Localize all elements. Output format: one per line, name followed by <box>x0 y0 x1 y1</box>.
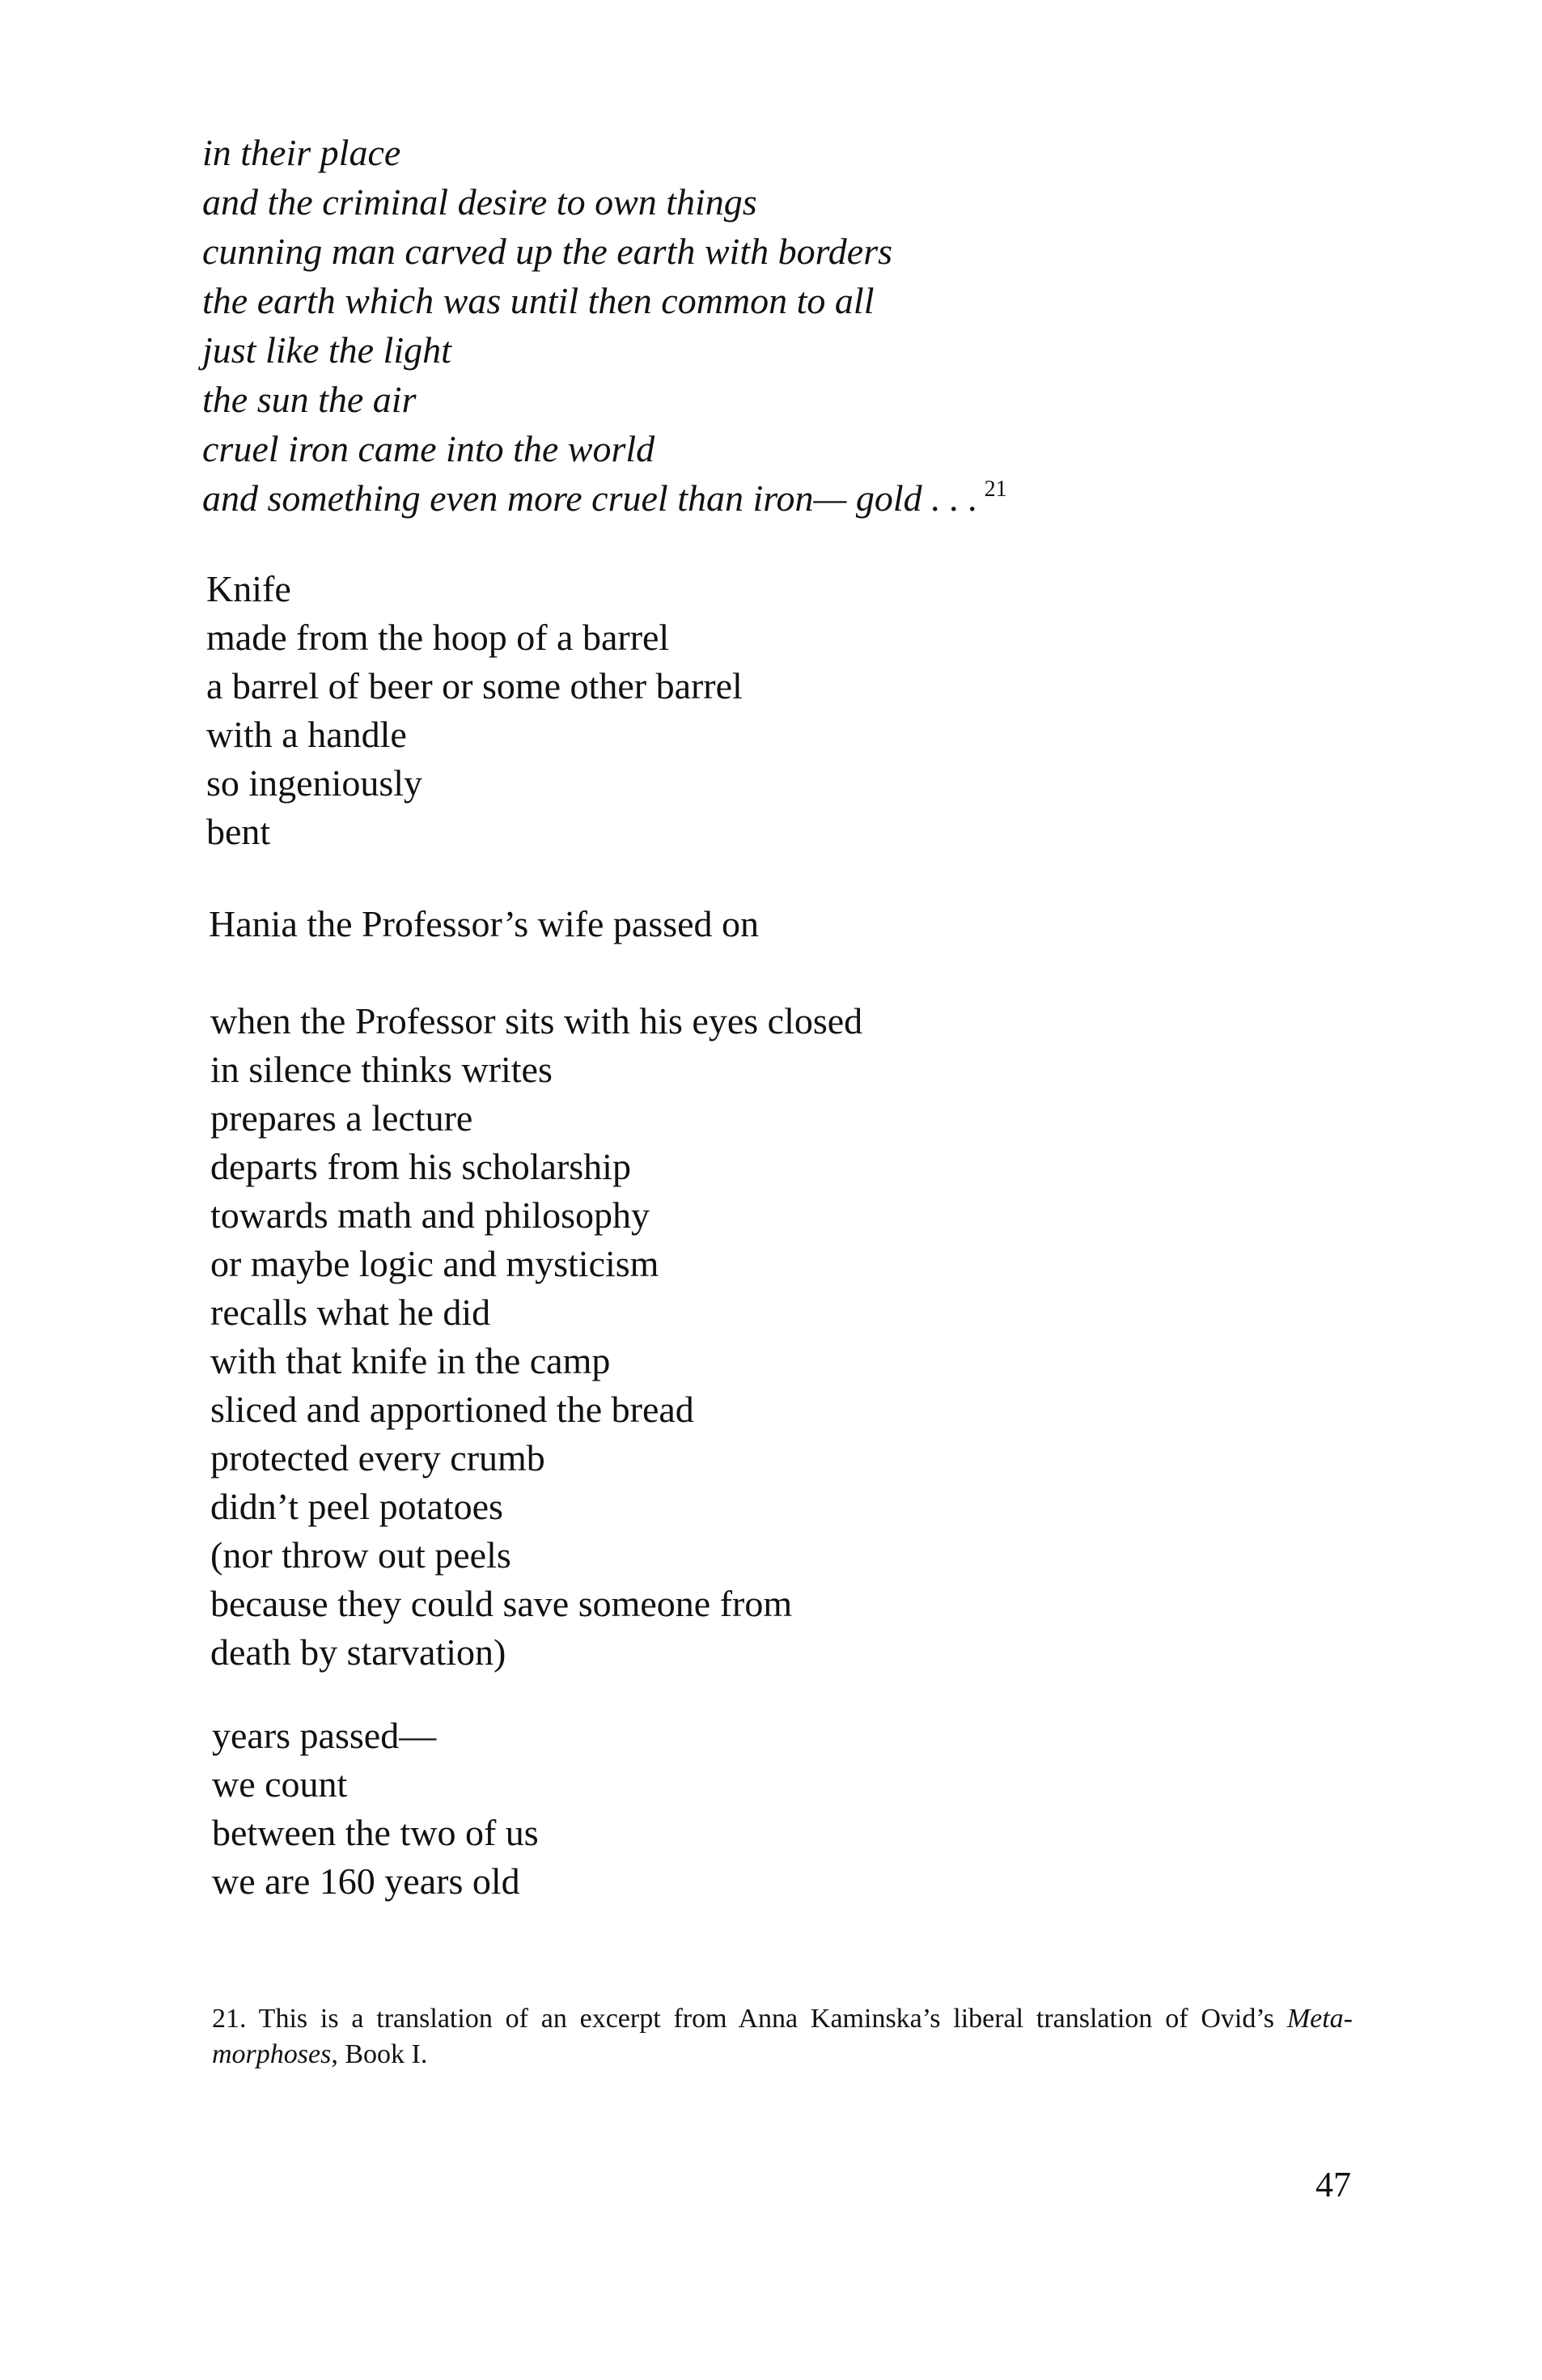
poem-line: the sun the air <box>202 379 417 420</box>
footnote <box>212 2001 1353 2072</box>
poem-stanza-years <box>212 1712 539 1906</box>
poem-line: in silence thinks writes <box>210 1049 553 1090</box>
footnote-line <box>212 2001 1353 2037</box>
page-number: 47 <box>1315 2165 1351 2204</box>
footnote-text: , Book I. <box>331 2039 428 2069</box>
poem-line: Knife <box>206 568 291 609</box>
footnote-line <box>212 2037 1353 2072</box>
poem-line: sliced and apportioned the bread <box>210 1389 694 1430</box>
poem-line: with that knife in the camp <box>210 1340 611 1381</box>
poem-stanza-knife <box>206 565 743 856</box>
poem-line: recalls what he did <box>210 1292 491 1333</box>
footnote-title-italic: Meta- <box>1286 2004 1353 2034</box>
poem-line: cruel iron came into the world <box>202 428 655 469</box>
poem-line: in their place <box>202 132 401 173</box>
poem-line-text: and something even more cruel than iron— gold . . . <box>202 477 978 519</box>
poem-line: the earth which was until then common to all <box>202 280 875 321</box>
poem-stanza-hania <box>209 900 759 948</box>
poem-line: we count <box>212 1763 348 1805</box>
poem-line-with-footnote <box>202 473 1007 523</box>
poem-stanza-professor <box>210 997 862 1677</box>
poem-line: protected every crumb <box>210 1437 545 1478</box>
poem-line: didn’t peel potatoes <box>210 1486 503 1527</box>
poem-line: towards math and philosophy <box>210 1194 650 1236</box>
poem-line: with a handle <box>206 714 407 755</box>
poem-line: between the two of us <box>212 1812 539 1853</box>
footnote-reference: 21 <box>984 477 1007 502</box>
poem-line: made from the hoop of a barrel <box>206 617 670 658</box>
poem-line: or maybe logic and mysticism <box>210 1243 659 1284</box>
poem-line: departs from his scholarship <box>210 1146 631 1187</box>
poem-line: just like the light <box>202 329 451 371</box>
poem-line: we are 160 years old <box>212 1860 520 1902</box>
poem-line: years passed— <box>212 1715 437 1756</box>
poem-line: Hania the Professor’s wife passed on <box>209 903 760 944</box>
poem-stanza-ovid-excerpt <box>202 128 1007 523</box>
poem-line: a barrel of beer or some other barrel <box>206 665 743 706</box>
footnote-text: 21. This is a translation of an excerpt from Anna Kaminska’s liberal translation of Ovid’s <box>212 2004 1287 2034</box>
poem-line: prepares a lecture <box>210 1097 473 1139</box>
footnote-title-italic: morphoses <box>212 2039 332 2069</box>
poem-line: and the criminal desire to own things <box>202 181 757 223</box>
poem-line: when the Professor sits with his eyes closed <box>210 1000 863 1042</box>
poem-line: so ingeniously <box>206 762 423 804</box>
poem-line: death by starvation) <box>210 1631 506 1673</box>
poem-line: (nor throw out peels <box>210 1534 511 1576</box>
poem-line: because they could save someone from <box>210 1583 793 1624</box>
poem-line: cunning man carved up the earth with borders <box>202 231 893 272</box>
poem-line: bent <box>206 811 271 852</box>
